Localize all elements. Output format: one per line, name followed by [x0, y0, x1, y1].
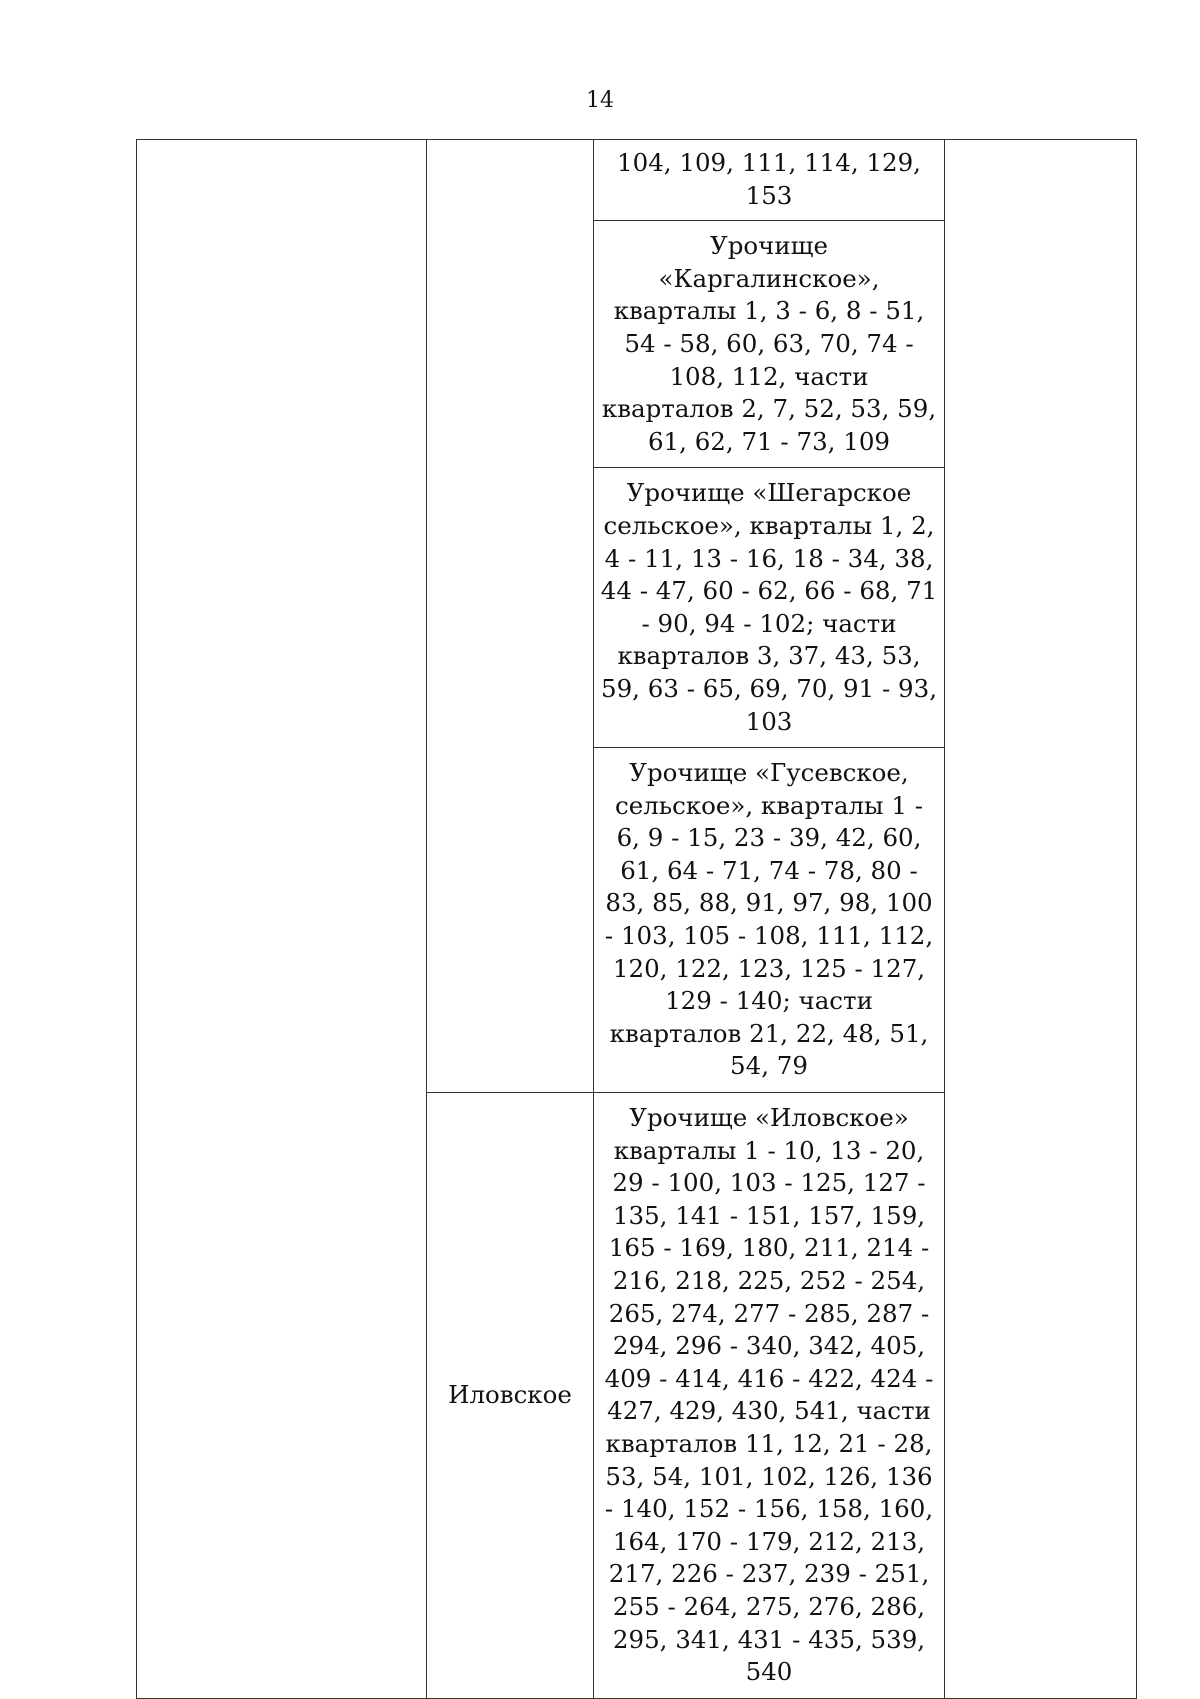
quarters-text: Урочище «Шегарское сельское», кварталы 1, 2, 4 - 11, 13 - 16, 18 - 34, 38, 44 - 47, 60 - 62, 66 - 68, 71 - 90, 94 - 102; части кварталов 3, 37, 43, 53, 59, 63 - 65, 69, 70, 91 - 93, 103 — [600, 478, 938, 736]
quarters-cell — [594, 748, 945, 1093]
region-cell — [427, 1093, 594, 1699]
quarters-text: Урочище «Каргалинское», кварталы 1, 3 - 6, 8 - 51, 54 - 58, 60, 63, 70, 74 - 108, 112, части кварталов 2, 7, 52, 53, 59, 61, 62, 71 - 73, 109 — [601, 231, 937, 456]
table-row — [137, 140, 1137, 221]
quarters-cell — [594, 140, 945, 221]
page-number: 14 — [586, 88, 614, 113]
quarters-text: Урочище «Иловское» кварталы 1 - 10, 13 - 20, 29 - 100, 103 - 125, 127 - 135, 141 - 151, 157, 159, 165 - 169, 180, 211, 214 - 216, 218, 225, 252 - 254, 265, 274, 277 - 285, 287 - 294, 296 - 340, 342, 405, 409 - 414, 416 - 422, 424 - 427, 429, 430, 541, части кварталов 11, 12, 21 - 28, 53, 54, 101, 102, 126, 136 - 140, 152 - 156, 158, 160, 164, 170 - 179, 212, 213, 217, 226 - 237, 239 - 251, 255 - 264, 275, 276, 286, 295, 341, 431 - 435, 539, 540 — [604, 1103, 934, 1687]
quarters-text: 104, 109, 111, 114, 129, 153 — [617, 148, 921, 210]
forest-quarters-table — [136, 139, 1137, 1699]
quarters-text: Урочище «Гусевское, сельское», кварталы 1 - 6, 9 - 15, 23 - 39, 42, 60, 61, 64 - 71, 74 - 78, 80 - 83, 85, 88, 91, 97, 98, 100 - 103, 105 - 108, 111, 112, 120, 122, 123, 125 - 127, 129 - 140; части кварталов 21, 22, 48, 51, 54, 79 — [604, 758, 934, 1081]
empty-cell-first-column — [137, 140, 427, 1699]
empty-cell-last-column — [945, 140, 1137, 1699]
quarters-cell — [594, 468, 945, 748]
quarters-cell — [594, 221, 945, 468]
empty-cell-second-column — [427, 140, 594, 1093]
quarters-cell — [594, 1093, 945, 1699]
region-name: Иловское — [448, 1380, 572, 1410]
